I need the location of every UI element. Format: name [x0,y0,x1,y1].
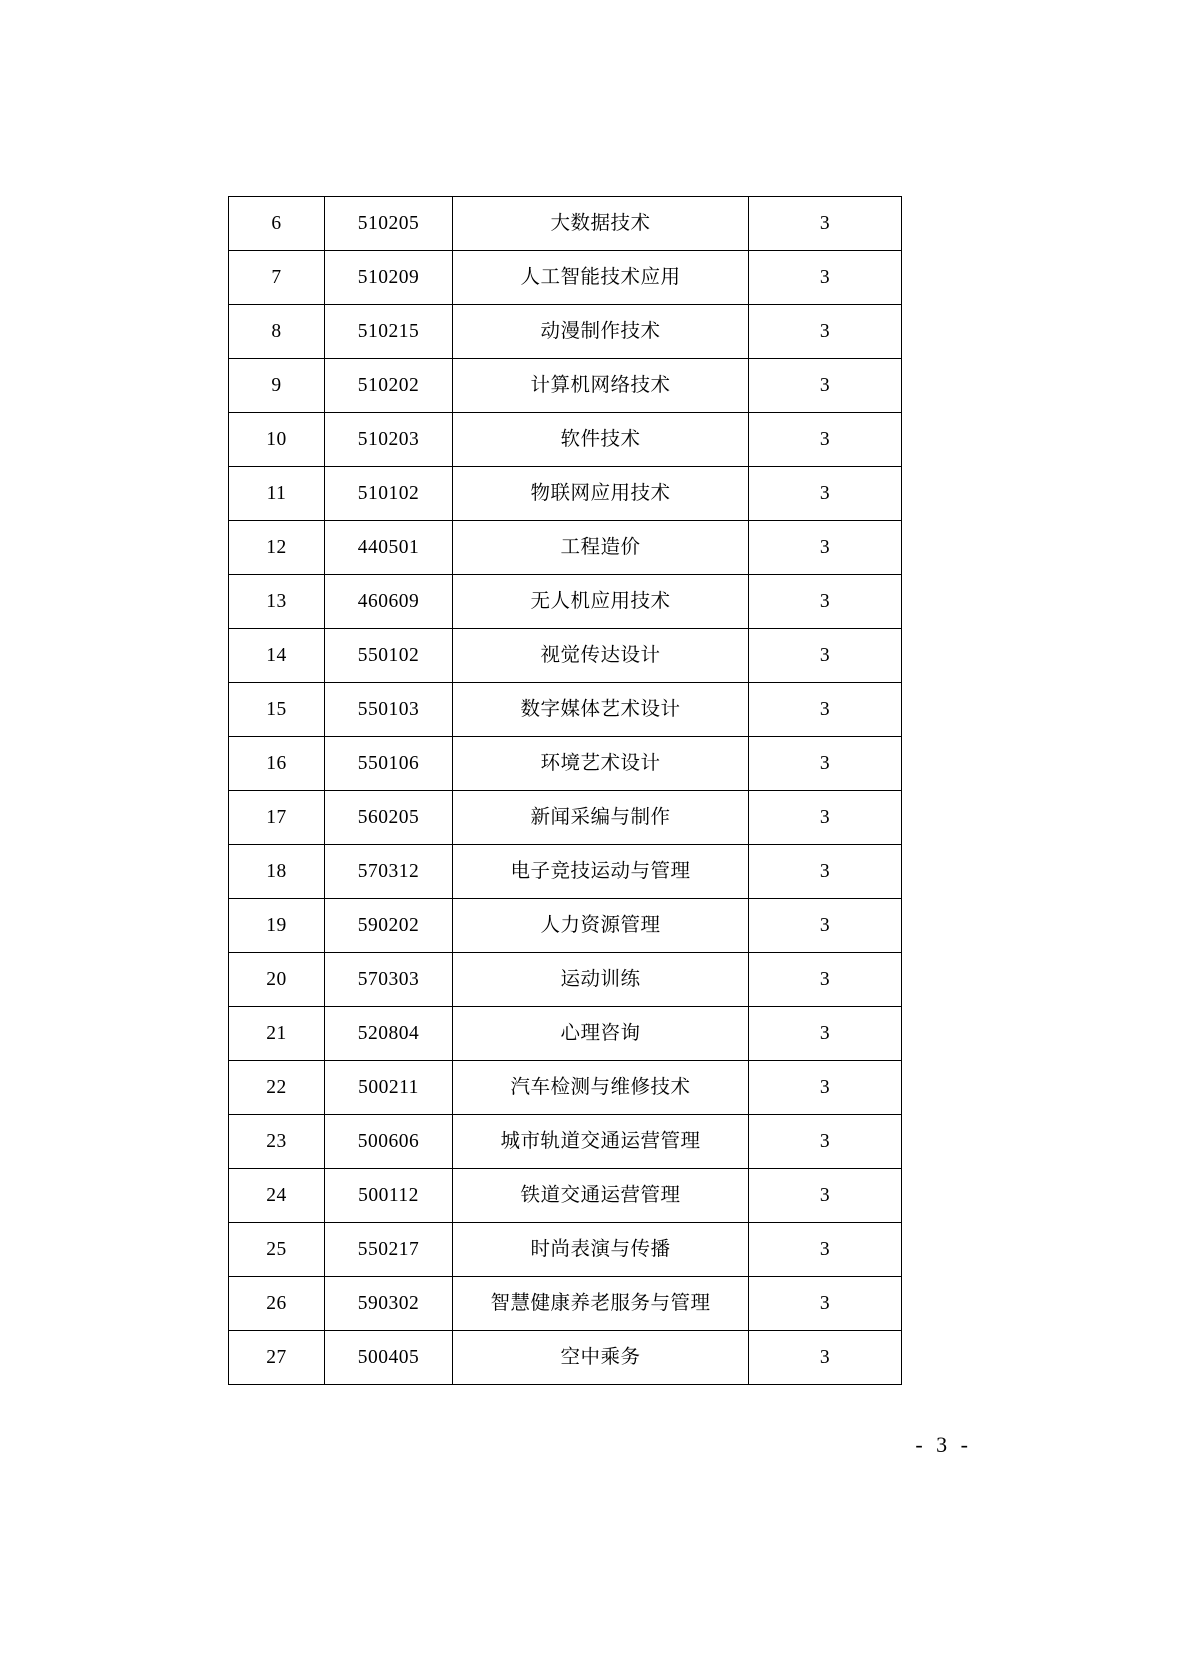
table-row [229,953,902,1007]
cell-index: 8 [229,305,325,359]
table-row [229,737,902,791]
cell-index: 15 [229,683,325,737]
table-row [229,1169,902,1223]
cell-major-code: 560205 [325,791,453,845]
cell-major-code: 550103 [325,683,453,737]
cell-major-code: 510202 [325,359,453,413]
cell-major-code: 570312 [325,845,453,899]
table-row [229,1223,902,1277]
table-row [229,251,902,305]
cell-index: 14 [229,629,325,683]
cell-index: 18 [229,845,325,899]
cell-index: 10 [229,413,325,467]
cell-study-years: 3 [749,791,902,845]
cell-major-code: 550217 [325,1223,453,1277]
cell-major-name: 心理咨询 [453,1007,749,1061]
cell-major-code: 570303 [325,953,453,1007]
cell-index: 23 [229,1115,325,1169]
cell-major-code: 550106 [325,737,453,791]
cell-study-years: 3 [749,521,902,575]
cell-major-name: 时尚表演与传播 [453,1223,749,1277]
cell-study-years: 3 [749,197,902,251]
page-number: - 3 - [915,1432,972,1457]
cell-major-name: 城市轨道交通运营管理 [453,1115,749,1169]
cell-study-years: 3 [749,1223,902,1277]
cell-study-years: 3 [749,305,902,359]
table-row [229,1061,902,1115]
cell-major-name: 运动训练 [453,953,749,1007]
table-row [229,305,902,359]
table-row [229,197,902,251]
cell-major-name: 视觉传达设计 [453,629,749,683]
cell-study-years: 3 [749,1061,902,1115]
cell-index: 26 [229,1277,325,1331]
cell-major-code: 510215 [325,305,453,359]
table-row [229,899,902,953]
cell-major-name: 人力资源管理 [453,899,749,953]
cell-major-name: 新闻采编与制作 [453,791,749,845]
cell-index: 20 [229,953,325,1007]
cell-study-years: 3 [749,683,902,737]
cell-major-code: 520804 [325,1007,453,1061]
cell-study-years: 3 [749,1115,902,1169]
table-row [229,1331,902,1385]
cell-major-name: 环境艺术设计 [453,737,749,791]
table-row [229,521,902,575]
table-row [229,629,902,683]
majors-table-body [229,197,902,1385]
cell-index: 24 [229,1169,325,1223]
table-row [229,1115,902,1169]
cell-major-code: 510205 [325,197,453,251]
cell-index: 11 [229,467,325,521]
cell-index: 16 [229,737,325,791]
cell-major-name: 大数据技术 [453,197,749,251]
cell-major-code: 510209 [325,251,453,305]
cell-study-years: 3 [749,1331,902,1385]
cell-major-code: 510102 [325,467,453,521]
cell-major-name: 铁道交通运营管理 [453,1169,749,1223]
cell-major-code: 550102 [325,629,453,683]
cell-index: 13 [229,575,325,629]
cell-major-code: 510203 [325,413,453,467]
cell-index: 12 [229,521,325,575]
cell-major-code: 590202 [325,899,453,953]
table-row [229,575,902,629]
cell-study-years: 3 [749,629,902,683]
cell-study-years: 3 [749,1277,902,1331]
cell-index: 6 [229,197,325,251]
cell-major-code: 590302 [325,1277,453,1331]
cell-major-name: 软件技术 [453,413,749,467]
cell-study-years: 3 [749,899,902,953]
cell-major-code: 500405 [325,1331,453,1385]
table-row [229,1277,902,1331]
cell-major-name: 动漫制作技术 [453,305,749,359]
cell-major-name: 人工智能技术应用 [453,251,749,305]
cell-major-name: 计算机网络技术 [453,359,749,413]
cell-index: 9 [229,359,325,413]
cell-major-code: 500211 [325,1061,453,1115]
cell-major-code: 440501 [325,521,453,575]
cell-study-years: 3 [749,953,902,1007]
cell-study-years: 3 [749,359,902,413]
table-row [229,467,902,521]
cell-major-name: 空中乘务 [453,1331,749,1385]
cell-major-name: 数字媒体艺术设计 [453,683,749,737]
cell-study-years: 3 [749,251,902,305]
cell-study-years: 3 [749,413,902,467]
cell-index: 25 [229,1223,325,1277]
cell-study-years: 3 [749,467,902,521]
cell-major-name: 智慧健康养老服务与管理 [453,1277,749,1331]
table-row [229,1007,902,1061]
cell-study-years: 3 [749,575,902,629]
table-row [229,683,902,737]
cell-study-years: 3 [749,845,902,899]
cell-major-name: 工程造价 [453,521,749,575]
table-row [229,359,902,413]
cell-index: 7 [229,251,325,305]
table-row [229,413,902,467]
majors-table-container [228,196,901,1385]
cell-major-name: 物联网应用技术 [453,467,749,521]
cell-index: 27 [229,1331,325,1385]
table-row [229,791,902,845]
cell-major-name: 汽车检测与维修技术 [453,1061,749,1115]
cell-index: 17 [229,791,325,845]
cell-index: 19 [229,899,325,953]
cell-study-years: 3 [749,1007,902,1061]
cell-study-years: 3 [749,1169,902,1223]
majors-table [228,196,902,1385]
cell-index: 21 [229,1007,325,1061]
table-row [229,845,902,899]
cell-study-years: 3 [749,737,902,791]
cell-major-name: 无人机应用技术 [453,575,749,629]
cell-major-code: 500112 [325,1169,453,1223]
cell-index: 22 [229,1061,325,1115]
cell-major-name: 电子竞技运动与管理 [453,845,749,899]
cell-major-code: 500606 [325,1115,453,1169]
cell-major-code: 460609 [325,575,453,629]
